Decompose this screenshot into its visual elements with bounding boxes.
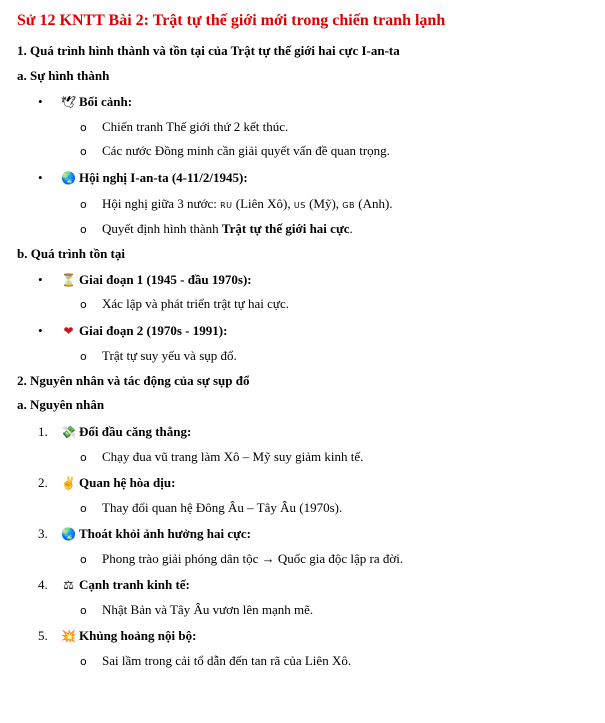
scales-icon: ⚖ [63, 578, 74, 592]
country-gb: (Anh). [358, 196, 393, 211]
sub-item-text: Nhật Bản và Tây Âu vươn lên mạnh mẽ. [102, 602, 314, 617]
money-icon: 💸 [61, 425, 76, 439]
ring-bullet: o [80, 502, 87, 515]
sub-item-bold: Trật tự thế giới hai cực [221, 221, 350, 236]
item-label: Giai đoạn 2 (1970s - 1991): [79, 323, 228, 338]
collision-icon: 💥 [61, 629, 76, 643]
flag-us-icon: US [293, 201, 306, 210]
bullet: • [38, 323, 43, 338]
numbered-item-5 [38, 628, 196, 644]
section-2a-heading: a. Nguyên nhân [17, 397, 105, 412]
ring-bullet: o [80, 553, 87, 566]
ring-bullet: o [80, 121, 87, 134]
sub-item [80, 143, 390, 159]
page-title: Sử 12 KNTT Bài 2: Trật tự thế giới mới trong chiến tranh lạnh [17, 12, 446, 29]
sub-item-text: Phong trào giải phóng dân tộc → Quốc gia độc lập ra đời. [102, 551, 404, 566]
sub-item [80, 500, 342, 516]
numbered-item-3 [38, 526, 251, 542]
bullet: • [38, 272, 43, 287]
item-label: Hội nghị I-an-ta (4-11/2/1945): [79, 170, 248, 185]
sub-item-text: Hội nghị giữa 3 nước: [102, 196, 217, 211]
sub-item [80, 449, 363, 465]
sub-item-text: Xác lập và phát triển trật tự hai cực. [102, 296, 289, 311]
ring-bullet: o [80, 145, 87, 158]
ring-bullet: o [80, 350, 87, 363]
heart-icon: ❤ [63, 324, 74, 338]
ring-bullet: o [80, 223, 87, 236]
ring-bullet: o [80, 655, 87, 668]
dove-icon: 🕊 [60, 95, 77, 109]
item-number: 1. [38, 424, 48, 439]
item-label: Khủng hoảng nội bộ: [79, 628, 197, 643]
item-label: Quan hệ hòa dịu: [79, 475, 176, 490]
item-label: Giai đoạn 1 (1945 - đầu 1970s): [79, 272, 252, 287]
ring-bullet: o [80, 198, 87, 211]
numbered-item-1 [38, 424, 191, 440]
country-ru: (Liên Xô), [235, 196, 291, 211]
section-2-heading: 2. Nguyên nhân và tác động của sự sụp đổ [17, 373, 250, 388]
sub-item [80, 602, 313, 618]
sub-item-suffix: . [349, 221, 353, 236]
sub-item-text: Quyết định hình thành [102, 221, 219, 236]
sub-item [80, 119, 288, 135]
item-label: Bối cảnh: [79, 94, 133, 109]
sub-item [80, 221, 353, 237]
flag-ru-icon: RU [220, 201, 233, 210]
list-item-hoi-nghi [38, 170, 248, 186]
sub-item-text: Thay đổi quan hệ Đông Âu – Tây Âu (1970s). [102, 500, 343, 515]
sub-item [80, 296, 289, 312]
sub-item-text: Sai lầm trong cải tổ dẫn đến tan rã của Liên Xô. [102, 653, 352, 668]
item-number: 3. [38, 526, 48, 541]
bullet: • [38, 170, 43, 185]
item-number: 5. [38, 628, 48, 643]
numbered-item-2 [38, 475, 175, 491]
sub-item-text: Chạy đua vũ trang làm Xô – Mỹ suy giảm kinh tế. [102, 449, 364, 464]
flag-gb-icon: GB [342, 201, 355, 210]
list-item-giai-doan-2 [38, 323, 227, 339]
item-label: Thoát khỏi ảnh hưởng hai cực: [79, 526, 251, 541]
section-1b-heading: b. Quá trình tồn tại [17, 246, 125, 261]
item-label: Đối đầu căng thẳng: [79, 424, 192, 439]
section-1a-heading: a. Sự hình thành [17, 68, 110, 83]
ring-bullet: o [80, 451, 87, 464]
item-number: 4. [38, 577, 48, 592]
sub-item [80, 551, 403, 567]
ring-bullet: o [80, 604, 87, 617]
section-1-heading: 1. Quá trình hình thành và tồn tại của Trật tự thế giới hai cực I-an-ta [17, 43, 400, 58]
sub-item-text: Chiến tranh Thế giới thứ 2 kết thúc. [102, 119, 289, 134]
ring-bullet: o [80, 298, 87, 311]
globe-icon: 🌏 [61, 527, 76, 541]
victory-hand-icon: ✌ [61, 476, 76, 490]
sub-item [80, 653, 351, 669]
item-number: 2. [38, 475, 48, 490]
hourglass-icon: ⏳ [61, 273, 76, 287]
item-label: Cạnh tranh kinh tế: [79, 577, 190, 592]
list-item-giai-doan-1 [38, 272, 252, 288]
numbered-item-4 [38, 577, 190, 593]
country-us: (Mỹ), [309, 196, 340, 211]
list-item-boi-canh [38, 94, 132, 110]
sub-item-text: Trật tự suy yếu và sụp đổ. [102, 348, 237, 363]
bullet: • [38, 94, 43, 109]
sub-item [80, 348, 237, 364]
sub-item [80, 196, 393, 212]
sub-item-text: Các nước Đồng minh cần giải quyết vấn đề quan trọng. [102, 143, 390, 158]
globe-icon: 🌏 [61, 171, 76, 185]
